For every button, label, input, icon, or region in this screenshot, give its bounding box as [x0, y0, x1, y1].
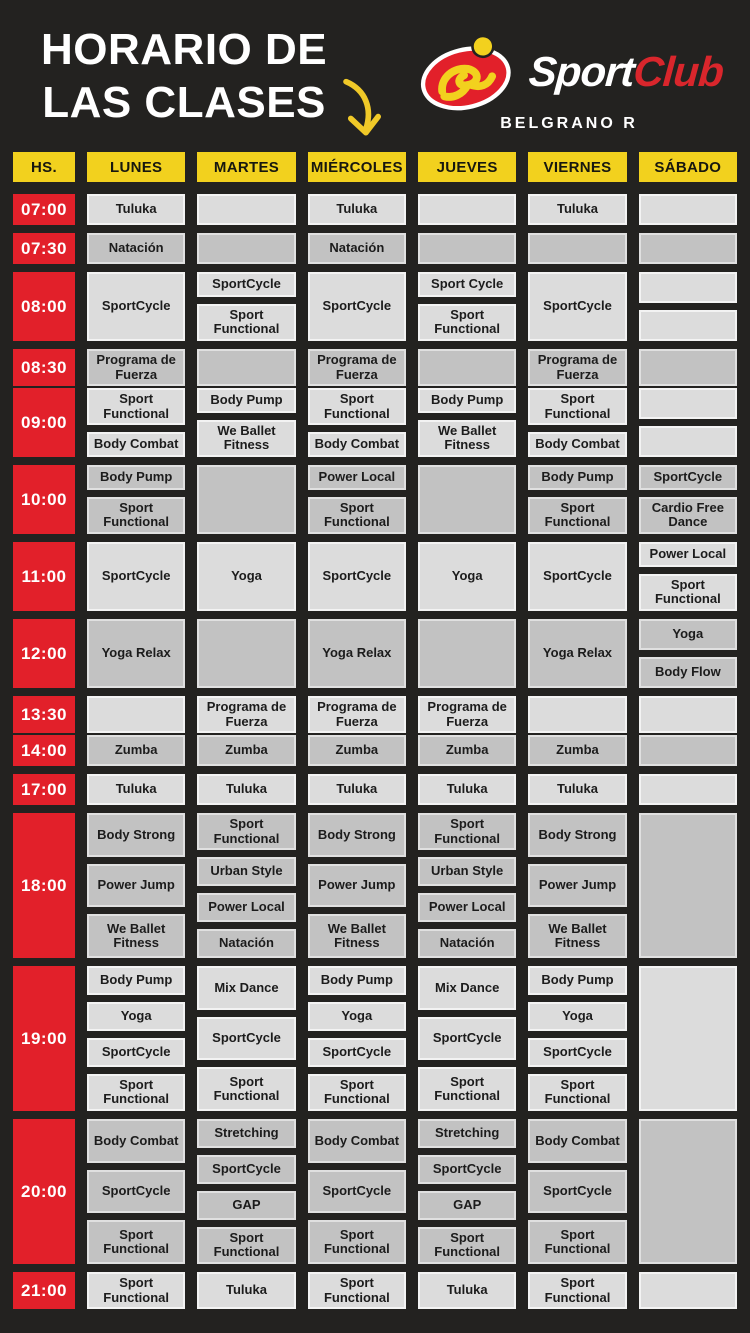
day-column [87, 1119, 185, 1264]
day-column [197, 1272, 295, 1309]
empty-cell [87, 696, 185, 733]
schedule-row [13, 272, 737, 341]
empty-cell [639, 1272, 737, 1309]
day-column [639, 272, 737, 341]
class-cell: Power Local [197, 893, 295, 922]
day-column [87, 619, 185, 688]
day-column [197, 465, 295, 534]
time-cell: 18:00 [13, 813, 75, 958]
class-cell: Tuluka [418, 1272, 516, 1309]
column-header-jueves: JUEVES [418, 152, 516, 182]
class-cell: Stretching [197, 1119, 295, 1148]
logo-branch-label: BELGRANO R [500, 115, 638, 132]
day-column [418, 233, 516, 264]
class-cell: Body Strong [528, 813, 626, 857]
day-column [197, 194, 295, 225]
class-cell: SportCycle [308, 542, 406, 611]
day-column [87, 388, 185, 457]
poster-header [13, 0, 737, 152]
time-cell: 08:00 [13, 272, 75, 341]
class-cell: SportCycle [197, 1017, 295, 1061]
class-cell: We Ballet Fitness [528, 914, 626, 958]
class-cell: Sport Functional [528, 1272, 626, 1309]
class-cell: SportCycle [528, 542, 626, 611]
time-cell: 17:00 [13, 774, 75, 805]
class-cell: Sport Functional [418, 1067, 516, 1111]
time-cell: 20:00 [13, 1119, 75, 1264]
day-column [639, 465, 737, 534]
day-column [308, 735, 406, 766]
class-cell: We Ballet Fitness [418, 420, 516, 457]
day-column [197, 233, 295, 264]
day-column [639, 619, 737, 688]
day-column [87, 465, 185, 534]
title-line-2: LAS CLASES [42, 77, 326, 127]
class-cell: Sport Functional [87, 497, 185, 534]
class-cell: Tuluka [528, 774, 626, 805]
day-column [87, 542, 185, 611]
class-cell: Sport Functional [87, 1272, 185, 1309]
day-column [308, 619, 406, 688]
day-column [308, 233, 406, 264]
day-column [308, 1272, 406, 1309]
class-cell: SportCycle [87, 272, 185, 341]
class-cell: Sport Functional [418, 1227, 516, 1264]
time-cell: 07:00 [13, 194, 75, 225]
day-column [418, 272, 516, 341]
day-column [197, 272, 295, 341]
class-cell: SportCycle [528, 1038, 626, 1067]
day-column [418, 542, 516, 611]
day-column [418, 966, 516, 1111]
day-column [87, 349, 185, 386]
day-column [418, 696, 516, 733]
schedule-row [13, 1272, 737, 1303]
class-cell: Sport Functional [528, 497, 626, 534]
empty-cell [197, 619, 295, 688]
class-cell: Body Pump [528, 966, 626, 995]
day-column [528, 194, 626, 225]
class-cell: Sport Functional [308, 1220, 406, 1264]
empty-cell [639, 310, 737, 341]
logo-club-text: Club [632, 47, 725, 95]
column-header-hs: HS. [13, 152, 75, 182]
day-column [87, 1272, 185, 1309]
empty-cell [418, 349, 516, 386]
class-cell: Power Local [418, 893, 516, 922]
class-cell: Sport Functional [528, 1220, 626, 1264]
class-cell: Yoga [418, 542, 516, 611]
time-cell: 11:00 [13, 542, 75, 611]
class-cell: SportCycle [197, 1155, 295, 1184]
class-cell: SportCycle [418, 1017, 516, 1061]
class-cell: Body Pump [87, 465, 185, 490]
day-column [528, 735, 626, 766]
day-column [87, 813, 185, 958]
class-cell: Sport Functional [197, 1227, 295, 1264]
schedule-row [13, 233, 737, 264]
class-cell: Zumba [418, 735, 516, 766]
class-cell: SportCycle [87, 542, 185, 611]
day-column [639, 388, 737, 457]
empty-cell [418, 619, 516, 688]
class-cell: Yoga [308, 1002, 406, 1031]
day-column [197, 349, 295, 386]
day-column [87, 696, 185, 733]
class-cell: Body Combat [308, 1119, 406, 1163]
day-column [639, 966, 737, 1111]
day-column [639, 349, 737, 386]
day-column [639, 1119, 737, 1264]
empty-cell [639, 696, 737, 733]
schedule-row [13, 465, 737, 534]
day-column [418, 1119, 516, 1264]
day-column [528, 774, 626, 805]
class-cell: Programa de Fuerza [528, 349, 626, 386]
day-column [308, 1119, 406, 1264]
day-column [197, 696, 295, 733]
class-cell: Body Strong [87, 813, 185, 857]
empty-cell [639, 233, 737, 264]
class-cell: Natación [308, 233, 406, 264]
time-cell: 08:30 [13, 349, 75, 386]
empty-cell [639, 349, 737, 386]
day-column [308, 542, 406, 611]
class-cell: Sport Functional [87, 1074, 185, 1111]
day-column [528, 966, 626, 1111]
column-header-sabado: SÁBADO [639, 152, 737, 182]
class-cell: Programa de Fuerza [308, 696, 406, 733]
class-cell: Sport Functional [308, 388, 406, 425]
class-cell: Natación [197, 929, 295, 958]
class-cell: SportCycle [87, 1170, 185, 1214]
class-cell: Sport Functional [639, 574, 737, 611]
class-cell: SportCycle [308, 1038, 406, 1067]
day-column [639, 696, 737, 733]
class-cell: SportCycle [528, 1170, 626, 1214]
class-cell: Body Combat [528, 432, 626, 457]
time-cell: 13:30 [13, 696, 75, 733]
class-cell: SportCycle [528, 272, 626, 341]
day-column [308, 813, 406, 958]
class-cell: Body Combat [87, 432, 185, 457]
class-cell: GAP [418, 1191, 516, 1220]
schedule-row [13, 813, 737, 958]
day-column [308, 194, 406, 225]
class-cell: Tuluka [308, 194, 406, 225]
logo-wordmark [527, 48, 724, 96]
class-cell: We Ballet Fitness [197, 420, 295, 457]
day-column [528, 388, 626, 457]
time-cell: 10:00 [13, 465, 75, 534]
day-column [418, 349, 516, 386]
class-cell: Tuluka [308, 774, 406, 805]
class-cell: Sport Functional [528, 388, 626, 425]
class-cell: Sport Functional [418, 813, 516, 850]
day-column [418, 813, 516, 958]
class-cell: Power Local [639, 542, 737, 567]
day-column [308, 774, 406, 805]
day-column [308, 272, 406, 341]
time-cell: 07:30 [13, 233, 75, 264]
class-cell: SportCycle [87, 1038, 185, 1067]
class-cell: Tuluka [87, 194, 185, 225]
empty-cell [197, 194, 295, 225]
class-cell: Body Pump [87, 966, 185, 995]
day-column [528, 542, 626, 611]
class-cell: Tuluka [528, 194, 626, 225]
class-cell: Urban Style [197, 857, 295, 886]
day-column [528, 1272, 626, 1309]
empty-cell [528, 233, 626, 264]
day-column [639, 194, 737, 225]
class-cell: Tuluka [197, 774, 295, 805]
class-cell: Zumba [308, 735, 406, 766]
day-column [197, 542, 295, 611]
day-column [639, 542, 737, 611]
class-cell: Sport Functional [528, 1074, 626, 1111]
day-column [197, 619, 295, 688]
class-cell: Tuluka [197, 1272, 295, 1309]
empty-cell [639, 1119, 737, 1264]
day-column [197, 388, 295, 457]
day-column [528, 465, 626, 534]
empty-cell [197, 465, 295, 534]
day-column [418, 619, 516, 688]
class-cell: Tuluka [418, 774, 516, 805]
day-column [197, 774, 295, 805]
day-column [87, 233, 185, 264]
day-column [197, 1119, 295, 1264]
class-cell: Zumba [87, 735, 185, 766]
day-column [308, 696, 406, 733]
class-cell: SportCycle [308, 272, 406, 341]
class-cell: Sport Functional [87, 388, 185, 425]
time-cell: 09:00 [13, 388, 75, 457]
column-header-row [13, 152, 737, 182]
class-cell: Yoga Relax [87, 619, 185, 688]
schedule-row [13, 619, 737, 688]
day-column [418, 388, 516, 457]
day-column [528, 696, 626, 733]
day-column [528, 272, 626, 341]
day-column [418, 465, 516, 534]
day-column [639, 233, 737, 264]
class-cell: Yoga Relax [308, 619, 406, 688]
day-column [528, 233, 626, 264]
class-cell: SportCycle [308, 1170, 406, 1214]
schedule-row [13, 542, 737, 611]
day-column [418, 194, 516, 225]
empty-cell [528, 696, 626, 733]
column-header-miercoles: MIÉRCOLES [308, 152, 406, 182]
class-cell: Yoga [528, 1002, 626, 1031]
class-cell: Body Pump [197, 388, 295, 413]
empty-cell [418, 194, 516, 225]
day-column [639, 735, 737, 766]
sportclub-logo [415, 28, 723, 133]
day-column [528, 1119, 626, 1264]
class-cell: SportCycle [197, 272, 295, 297]
class-cell: Stretching [418, 1119, 516, 1148]
runner-badge-icon [415, 28, 521, 115]
class-cell: Power Jump [87, 864, 185, 908]
class-cell: Programa de Fuerza [87, 349, 185, 386]
day-column [87, 735, 185, 766]
class-cell: Sport Functional [197, 813, 295, 850]
class-cell: Zumba [528, 735, 626, 766]
class-cell: Mix Dance [197, 966, 295, 1010]
day-column [418, 735, 516, 766]
logo-sport-text: Sport [527, 47, 636, 95]
class-cell: Power Jump [528, 864, 626, 908]
empty-cell [639, 272, 737, 303]
class-cell: Sport Functional [87, 1220, 185, 1264]
class-cell: Power Local [308, 465, 406, 490]
class-cell: Programa de Fuerza [197, 696, 295, 733]
day-column [197, 813, 295, 958]
class-cell: Sport Functional [308, 497, 406, 534]
class-cell: Sport Cycle [418, 272, 516, 297]
time-cell: 12:00 [13, 619, 75, 688]
class-cell: Zumba [197, 735, 295, 766]
class-cell: We Ballet Fitness [87, 914, 185, 958]
schedule-row [13, 735, 737, 766]
class-cell: Body Pump [308, 966, 406, 995]
class-cell: Tuluka [87, 774, 185, 805]
class-cell: SportCycle [418, 1155, 516, 1184]
empty-cell [639, 813, 737, 958]
day-column [528, 619, 626, 688]
title-line-1: HORARIO DE [41, 25, 328, 74]
class-cell: Cardio Free Dance [639, 497, 737, 534]
day-column [87, 194, 185, 225]
curved-down-arrow-icon [339, 76, 389, 144]
day-column [418, 774, 516, 805]
day-column [639, 813, 737, 958]
class-cell: Sport Functional [197, 1067, 295, 1111]
class-cell: GAP [197, 1191, 295, 1220]
class-cell: Body Pump [418, 388, 516, 413]
empty-cell [639, 388, 737, 419]
day-column [639, 774, 737, 805]
day-column [87, 272, 185, 341]
empty-cell [418, 465, 516, 534]
empty-cell [639, 774, 737, 805]
day-column [308, 465, 406, 534]
schedule-row [13, 194, 737, 225]
class-cell: Sport Functional [308, 1272, 406, 1309]
schedule-row [13, 388, 737, 457]
schedule-row [13, 349, 737, 380]
class-cell: Body Strong [308, 813, 406, 857]
class-cell: Body Combat [528, 1119, 626, 1163]
day-column [197, 966, 295, 1111]
time-cell: 14:00 [13, 735, 75, 766]
day-column [308, 349, 406, 386]
schedule-table [13, 194, 737, 1303]
day-column [197, 735, 295, 766]
class-cell: Yoga [197, 542, 295, 611]
day-column [528, 349, 626, 386]
class-cell: Urban Style [418, 857, 516, 886]
column-header-viernes: VIERNES [528, 152, 626, 182]
class-cell: SportCycle [639, 465, 737, 490]
empty-cell [639, 426, 737, 457]
class-cell: Power Jump [308, 864, 406, 908]
class-cell: Yoga [639, 619, 737, 650]
schedule-row [13, 1119, 737, 1264]
day-column [87, 966, 185, 1111]
empty-cell [639, 194, 737, 225]
empty-cell [639, 966, 737, 1111]
class-cell: Body Pump [528, 465, 626, 490]
schedule-row [13, 774, 737, 805]
column-header-lunes: LUNES [87, 152, 185, 182]
schedule-row [13, 696, 737, 727]
class-cell: Natación [418, 929, 516, 958]
day-column [528, 813, 626, 958]
empty-cell [639, 735, 737, 766]
class-cell: Sport Functional [308, 1074, 406, 1111]
empty-cell [418, 233, 516, 264]
page-title [41, 24, 327, 130]
class-cell: Body Combat [308, 432, 406, 457]
class-cell: Body Flow [639, 657, 737, 688]
day-column [308, 966, 406, 1111]
column-header-martes: MARTES [197, 152, 295, 182]
day-column [308, 388, 406, 457]
class-cell: Mix Dance [418, 966, 516, 1010]
class-cell: Sport Functional [418, 304, 516, 341]
day-column [87, 774, 185, 805]
class-cell: Programa de Fuerza [418, 696, 516, 733]
time-cell: 19:00 [13, 966, 75, 1111]
class-cell: Yoga [87, 1002, 185, 1031]
class-cell: We Ballet Fitness [308, 914, 406, 958]
class-cell: Yoga Relax [528, 619, 626, 688]
class-cell: Programa de Fuerza [308, 349, 406, 386]
class-cell: Body Combat [87, 1119, 185, 1163]
empty-cell [197, 349, 295, 386]
day-column [418, 1272, 516, 1309]
day-column [639, 1272, 737, 1309]
schedule-row [13, 966, 737, 1111]
empty-cell [197, 233, 295, 264]
class-cell: Sport Functional [197, 304, 295, 341]
time-cell: 21:00 [13, 1272, 75, 1309]
class-cell: Natación [87, 233, 185, 264]
